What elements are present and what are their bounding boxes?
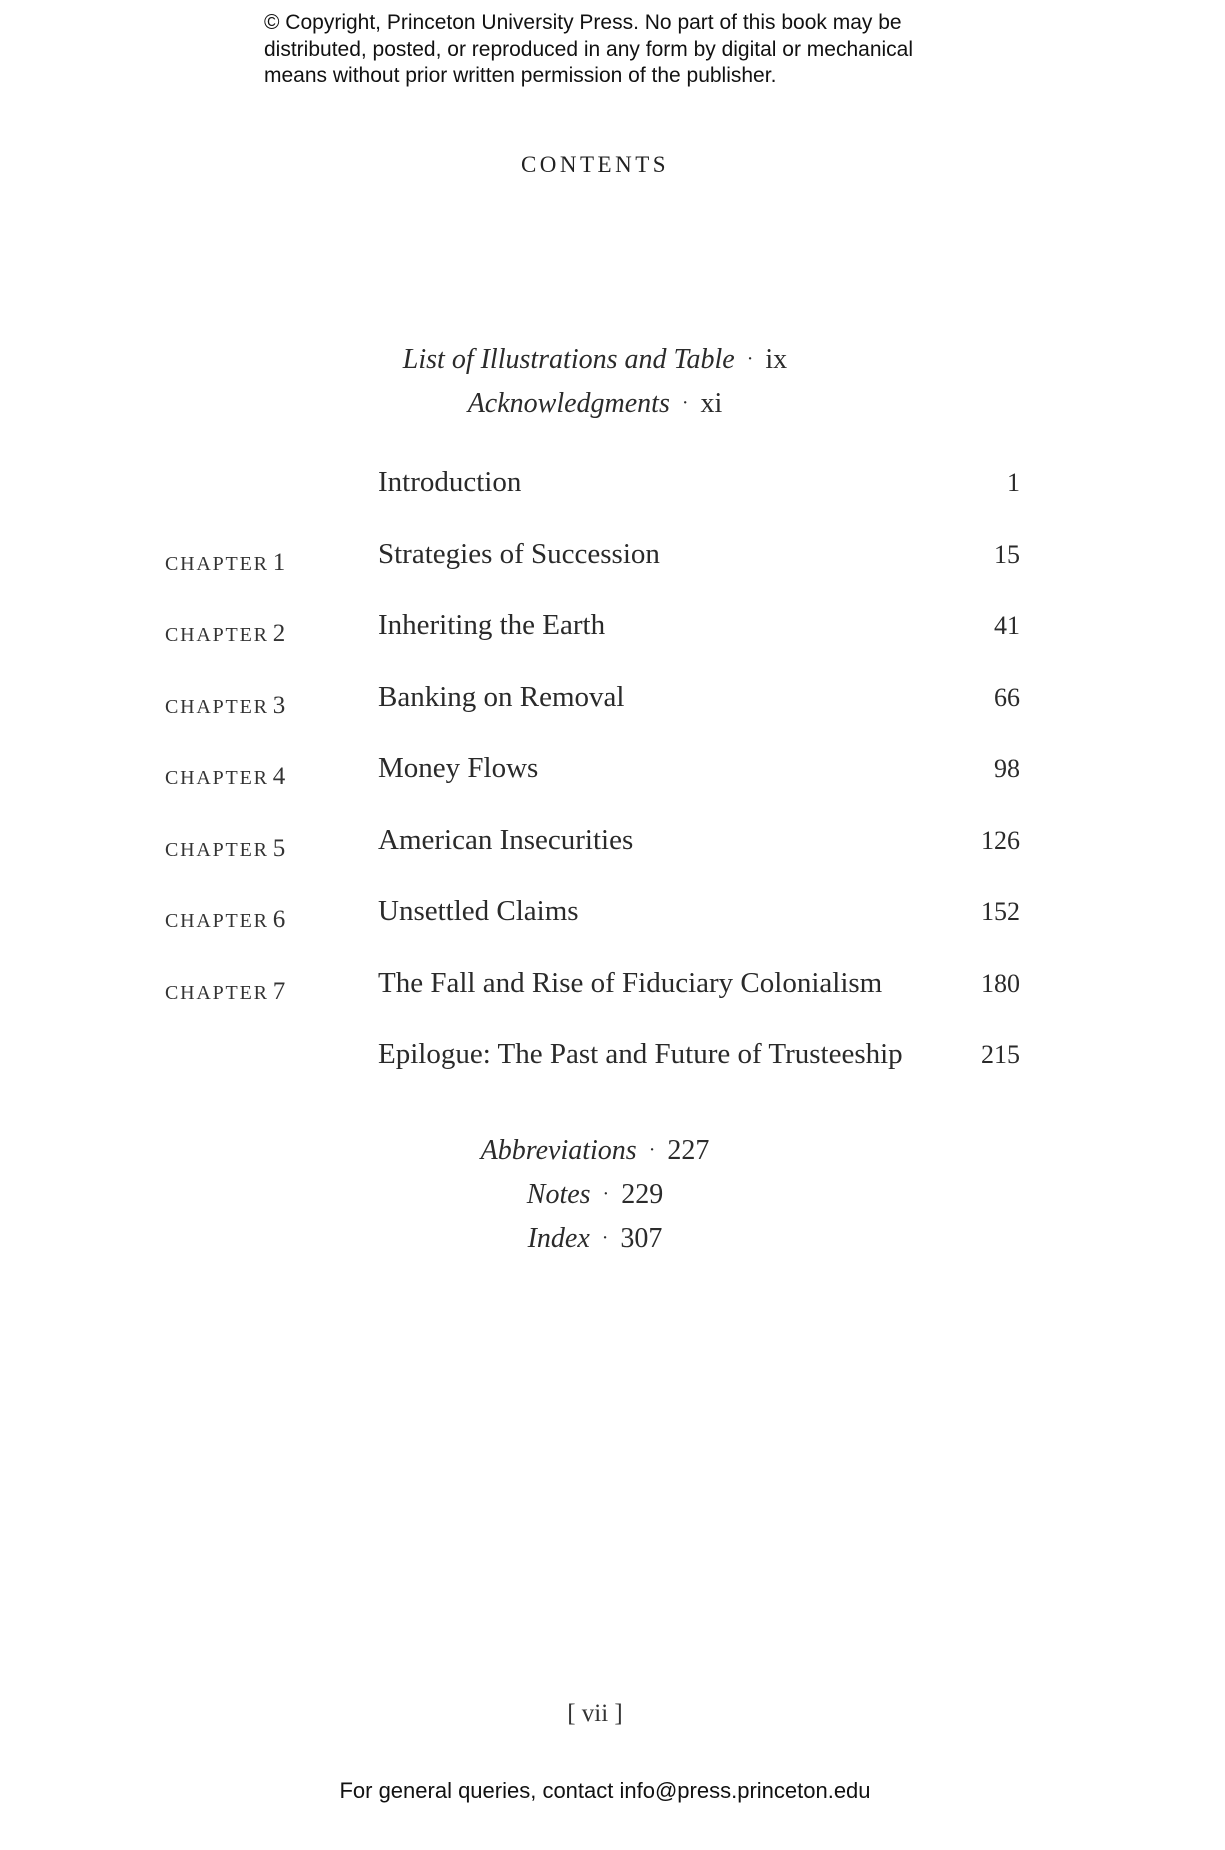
- chapter-label-word: CHAPTER: [165, 910, 269, 932]
- back-matter-page: 229: [621, 1179, 664, 1210]
- copyright-line: means without prior written permission of the publisher.: [264, 64, 777, 87]
- front-matter-item[interactable]: [0, 338, 1190, 382]
- separator-dot: ·: [602, 1183, 610, 1205]
- chapter-label-number: 3: [272, 691, 288, 719]
- toc-entry-chapter-5[interactable]: [0, 820, 1225, 892]
- back-matter-item[interactable]: [0, 1217, 1190, 1261]
- chapter-label-number: 6: [272, 906, 288, 933]
- copyright-line: distributed, posted, or reproduced in any form by digital or mechanical: [264, 37, 914, 61]
- chapter-label-word: CHAPTER: [165, 695, 269, 718]
- chapter-page: 15: [994, 539, 1020, 569]
- back-matter-item[interactable]: [0, 1173, 1190, 1217]
- front-matter-title: Acknowledgments: [467, 388, 670, 419]
- toc-entry-chapter-2[interactable]: [0, 605, 1225, 677]
- chapter-title: The Fall and Rise of Fiduciary Colonialism: [378, 966, 883, 999]
- page-number: [ vii ]: [567, 1700, 623, 1727]
- chapter-label: [165, 835, 287, 863]
- toc-entry-chapter-7[interactable]: [0, 963, 1225, 1035]
- chapter-page: 215: [981, 1040, 1020, 1069]
- toc-entry-epilogue[interactable]: [0, 1034, 1225, 1106]
- separator-dot: ·: [681, 392, 689, 414]
- chapter-label-word: CHAPTER: [165, 981, 269, 1004]
- back-matter-page: 227: [667, 1135, 710, 1166]
- chapter-title: American Insecurities: [378, 823, 634, 856]
- toc-entry-chapter-6[interactable]: [0, 891, 1225, 963]
- back-matter-item[interactable]: [0, 1129, 1190, 1173]
- footer-contact: For general queries, contact info@press.princeton.edu: [339, 1778, 871, 1803]
- back-matter-title: Notes: [526, 1179, 591, 1210]
- toc-entry-chapter-3[interactable]: [0, 677, 1225, 749]
- chapter-label-word: CHAPTER: [165, 552, 269, 575]
- back-matter-page: 307: [620, 1223, 663, 1254]
- chapter-page: 1: [1007, 468, 1020, 497]
- chapter-label-number: 4: [272, 763, 288, 790]
- chapter-title: Epilogue: The Past and Future of Trusteeship: [378, 1038, 903, 1070]
- separator-dot: ·: [601, 1227, 609, 1249]
- chapter-label: [165, 549, 287, 577]
- chapter-label-word: CHAPTER: [165, 838, 269, 861]
- back-matter-title: Abbreviations: [480, 1135, 637, 1166]
- copyright-line: © Copyright, Princeton University Press. No part of this book may be: [264, 11, 902, 34]
- chapter-page: 152: [981, 897, 1020, 926]
- chapter-page: 180: [981, 968, 1020, 998]
- chapter-page: 126: [981, 825, 1020, 855]
- front-matter-list: [0, 338, 1190, 426]
- front-matter-item[interactable]: [0, 382, 1190, 426]
- chapter-label: [165, 692, 287, 720]
- front-matter-title: List of Illustrations and Table: [402, 344, 735, 375]
- chapter-label: [165, 477, 169, 505]
- chapter-label: [165, 1049, 169, 1077]
- toc-entry-chapter-4[interactable]: [0, 748, 1225, 820]
- chapter-label-number: 5: [272, 834, 288, 862]
- chapter-page: 41: [994, 611, 1020, 640]
- chapter-label-word: CHAPTER: [165, 624, 269, 646]
- chapter-label-number: 7: [272, 977, 288, 1005]
- back-matter-list: [0, 1129, 1190, 1261]
- chapter-label-number: 2: [272, 620, 288, 647]
- chapter-label: [165, 978, 287, 1006]
- chapter-title: Inheriting the Earth: [378, 609, 606, 641]
- chapter-title: Unsettled Claims: [378, 895, 579, 927]
- table-of-contents: [0, 462, 1225, 1106]
- chapter-title: Banking on Removal: [378, 680, 625, 713]
- chapter-label-number: 1: [272, 548, 288, 576]
- separator-dot: ·: [746, 348, 754, 370]
- chapter-title: Money Flows: [378, 752, 539, 784]
- chapter-page: 98: [994, 754, 1020, 783]
- copyright-notice: [264, 10, 1004, 90]
- chapter-title: Strategies of Succession: [378, 537, 660, 570]
- toc-entry-chapter-1[interactable]: [0, 534, 1225, 606]
- front-matter-page: ix: [765, 344, 788, 375]
- toc-entry-introduction[interactable]: [0, 462, 1225, 534]
- contents-heading: CONTENTS: [520, 152, 670, 177]
- chapter-page: 66: [994, 682, 1020, 712]
- chapter-label: [165, 906, 287, 934]
- chapter-label: [165, 620, 287, 648]
- chapter-title: Introduction: [378, 466, 522, 498]
- front-matter-page: xi: [700, 388, 723, 419]
- chapter-label: [165, 763, 287, 791]
- separator-dot: ·: [648, 1139, 656, 1161]
- chapter-label-word: CHAPTER: [165, 767, 269, 789]
- back-matter-title: Index: [527, 1223, 590, 1254]
